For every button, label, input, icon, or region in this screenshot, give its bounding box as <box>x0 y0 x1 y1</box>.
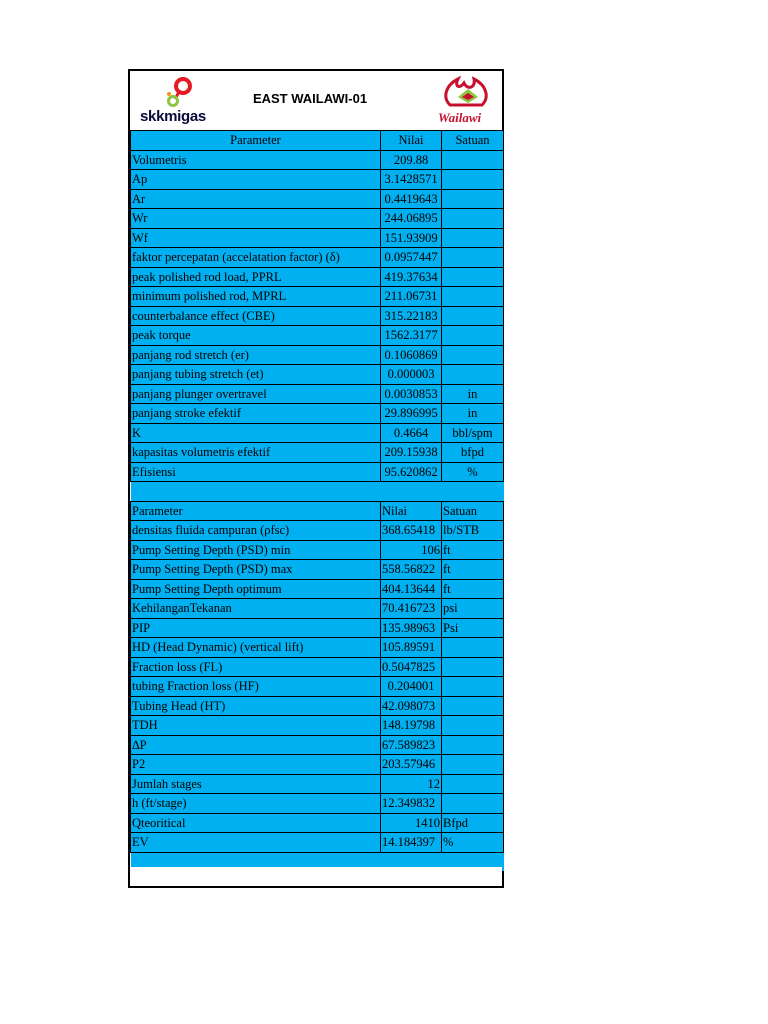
table-row <box>131 657 504 677</box>
satuan-cell[interactable] <box>442 287 504 307</box>
nilai-cell[interactable]: Nilai <box>381 501 442 521</box>
spreadsheet-sheet <box>128 69 504 888</box>
nilai-cell[interactable]: Nilai <box>381 131 442 151</box>
parameter-cell[interactable]: Pump Setting Depth (PSD) max <box>131 560 381 580</box>
nilai-cell[interactable]: 106 <box>381 540 442 560</box>
skkmigas-logo-text: skkmigas <box>140 108 206 125</box>
parameter-cell[interactable]: tubing Fraction loss (HF) <box>131 677 381 697</box>
table-row <box>131 696 504 716</box>
table-row <box>131 443 504 463</box>
parameter-cell[interactable]: Ap <box>131 170 381 190</box>
satuan-cell[interactable] <box>442 345 504 365</box>
empty-cell[interactable] <box>131 482 381 502</box>
table1-header-row <box>131 131 504 151</box>
table-row <box>131 560 504 580</box>
satuan-cell[interactable] <box>442 150 504 170</box>
data-table <box>130 130 504 872</box>
nilai-cell[interactable]: 315.22183 <box>381 306 442 326</box>
parameter-cell[interactable]: panjang stroke efektif <box>131 404 381 424</box>
nilai-cell[interactable]: 0.0030853 <box>381 384 442 404</box>
table-row <box>131 774 504 794</box>
satuan-cell[interactable]: Bfpd <box>442 813 504 833</box>
nilai-cell[interactable]: 42.098073 <box>381 696 442 716</box>
nilai-cell[interactable]: 209.88 <box>381 150 442 170</box>
satuan-cell[interactable] <box>442 170 504 190</box>
parameter-cell[interactable]: panjang rod stretch (er) <box>131 345 381 365</box>
empty-cell[interactable] <box>442 482 504 502</box>
nilai-cell[interactable]: 148.19798 <box>381 716 442 736</box>
parameter-cell[interactable]: Pump Setting Depth optimum <box>131 579 381 599</box>
satuan-cell[interactable] <box>442 794 504 814</box>
parameter-cell[interactable]: Volumetris <box>131 150 381 170</box>
parameter-cell[interactable]: peak polished rod load, PPRL <box>131 267 381 287</box>
nilai-cell[interactable]: 135.98963 <box>381 618 442 638</box>
nilai-cell[interactable]: 105.89591 <box>381 638 442 658</box>
table-row <box>131 462 504 482</box>
parameter-cell[interactable]: Tubing Head (HT) <box>131 696 381 716</box>
table-row <box>131 638 504 658</box>
parameter-cell[interactable]: Efisiensi <box>131 462 381 482</box>
parameter-cell[interactable]: minimum polished rod, MPRL <box>131 287 381 307</box>
table-row <box>131 833 504 853</box>
nilai-cell[interactable]: 0.000003 <box>381 365 442 385</box>
satuan-cell[interactable]: Satuan <box>442 131 504 151</box>
nilai-cell[interactable]: 244.06895 <box>381 209 442 229</box>
parameter-cell[interactable]: panjang plunger overtravel <box>131 384 381 404</box>
blank-row <box>131 482 504 502</box>
satuan-cell[interactable] <box>442 189 504 209</box>
table-row <box>131 306 504 326</box>
nilai-cell[interactable]: 14.184397 <box>381 833 442 853</box>
table-row <box>131 404 504 424</box>
nilai-cell[interactable]: 95.620862 <box>381 462 442 482</box>
parameter-cell[interactable]: h (ft/stage) <box>131 794 381 814</box>
satuan-cell[interactable]: psi <box>442 599 504 619</box>
satuan-cell[interactable]: ft <box>442 560 504 580</box>
parameter-cell[interactable]: Qteoritical <box>131 813 381 833</box>
table-row <box>131 170 504 190</box>
parameter-cell[interactable]: P2 <box>131 755 381 775</box>
page-title: EAST WAILAWI-01 <box>252 91 368 106</box>
nilai-cell[interactable]: 209.15938 <box>381 443 442 463</box>
satuan-cell[interactable]: lb/STB <box>442 521 504 541</box>
parameter-cell[interactable]: peak torque <box>131 326 381 346</box>
parameter-cell[interactable]: TDH <box>131 716 381 736</box>
satuan-cell[interactable] <box>442 735 504 755</box>
table-row <box>131 189 504 209</box>
wailawi-flame-icon <box>440 75 494 111</box>
parameter-cell[interactable]: counterbalance effect (CBE) <box>131 306 381 326</box>
satuan-cell[interactable] <box>442 774 504 794</box>
wailawi-logo <box>434 75 500 127</box>
table-row <box>131 735 504 755</box>
table-row <box>131 540 504 560</box>
skkmigas-pin-icon <box>166 77 194 107</box>
satuan-cell[interactable]: ft <box>442 540 504 560</box>
nilai-cell[interactable]: 151.93909 <box>381 228 442 248</box>
table-row <box>131 794 504 814</box>
table-row <box>131 716 504 736</box>
parameter-cell[interactable]: Fraction loss (FL) <box>131 657 381 677</box>
nilai-cell[interactable]: 0.5047825 <box>381 657 442 677</box>
satuan-cell[interactable] <box>442 267 504 287</box>
table-row <box>131 579 504 599</box>
table-row <box>131 423 504 443</box>
nilai-cell[interactable]: 3.1428571 <box>381 170 442 190</box>
table-row <box>131 677 504 697</box>
parameter-cell[interactable]: ∆P <box>131 735 381 755</box>
satuan-cell[interactable]: Psi <box>442 618 504 638</box>
satuan-cell[interactable] <box>442 209 504 229</box>
nilai-cell[interactable]: 211.06731 <box>381 287 442 307</box>
satuan-cell[interactable]: in <box>442 384 504 404</box>
satuan-cell[interactable] <box>442 228 504 248</box>
table-row <box>131 345 504 365</box>
parameter-cell[interactable]: Wf <box>131 228 381 248</box>
empty-cell[interactable] <box>381 482 442 502</box>
table-row <box>131 365 504 385</box>
parameter-cell[interactable]: Parameter <box>131 501 381 521</box>
parameter-cell[interactable]: HD (Head Dynamic) (vertical lift) <box>131 638 381 658</box>
satuan-cell[interactable] <box>442 677 504 697</box>
parameter-cell[interactable]: kapasitas volumetris efektif <box>131 443 381 463</box>
table-row <box>131 209 504 229</box>
satuan-cell[interactable]: ft <box>442 579 504 599</box>
table-row <box>131 618 504 638</box>
skkmigas-logo <box>138 77 218 127</box>
parameter-cell[interactable]: panjang tubing stretch (et) <box>131 365 381 385</box>
table-row <box>131 599 504 619</box>
nilai-cell[interactable]: 1410 <box>381 813 442 833</box>
parameter-cell[interactable]: Wr <box>131 209 381 229</box>
nilai-cell[interactable]: 0.4419643 <box>381 189 442 209</box>
parameter-cell[interactable]: faktor percepatan (accelatation factor) (δ) <box>131 248 381 268</box>
nilai-cell[interactable]: 558.56822 <box>381 560 442 580</box>
table-row <box>131 813 504 833</box>
satuan-cell[interactable] <box>442 716 504 736</box>
table-row <box>131 150 504 170</box>
parameter-cell[interactable]: PIP <box>131 618 381 638</box>
nilai-cell[interactable]: 70.416723 <box>381 599 442 619</box>
satuan-cell[interactable] <box>442 657 504 677</box>
satuan-cell[interactable]: % <box>442 462 504 482</box>
parameter-cell[interactable]: EV <box>131 833 381 853</box>
nilai-cell[interactable]: 29.896995 <box>381 404 442 424</box>
table2-header-row <box>131 501 504 521</box>
satuan-cell[interactable]: in <box>442 404 504 424</box>
table-row <box>131 287 504 307</box>
parameter-cell[interactable]: densitas fluida campuran (ρfsc) <box>131 521 381 541</box>
satuan-cell[interactable] <box>442 755 504 775</box>
nilai-cell[interactable]: 419.37634 <box>381 267 442 287</box>
table-row <box>131 384 504 404</box>
nilai-cell[interactable]: 12 <box>381 774 442 794</box>
satuan-cell[interactable] <box>442 365 504 385</box>
satuan-cell[interactable] <box>442 638 504 658</box>
sheet-header <box>130 71 502 130</box>
table-row <box>131 521 504 541</box>
nilai-cell[interactable]: 0.0957447 <box>381 248 442 268</box>
satuan-cell[interactable]: bfpd <box>442 443 504 463</box>
table-row <box>131 326 504 346</box>
parameter-cell[interactable]: K <box>131 423 381 443</box>
satuan-cell[interactable] <box>442 248 504 268</box>
table-row <box>131 228 504 248</box>
nilai-cell[interactable]: 368.65418 <box>381 521 442 541</box>
table-row <box>131 248 504 268</box>
nilai-cell[interactable]: 67.589823 <box>381 735 442 755</box>
wailawi-logo-text: Wailawi <box>438 110 482 125</box>
satuan-cell[interactable] <box>442 696 504 716</box>
nilai-cell[interactable]: 0.4664 <box>381 423 442 443</box>
table-row <box>131 267 504 287</box>
nilai-cell[interactable]: 203.57946 <box>381 755 442 775</box>
nilai-cell[interactable]: 0.1060869 <box>381 345 442 365</box>
parameter-cell[interactable]: KehilanganTekanan <box>131 599 381 619</box>
satuan-cell[interactable] <box>442 326 504 346</box>
parameter-cell[interactable]: Jumlah stages <box>131 774 381 794</box>
table-row <box>131 755 504 775</box>
nilai-cell[interactable]: 404.13644 <box>381 579 442 599</box>
satuan-cell[interactable]: % <box>442 833 504 853</box>
nilai-cell[interactable]: 1562.3177 <box>381 326 442 346</box>
nilai-cell[interactable]: 12.349832 <box>381 794 442 814</box>
satuan-cell[interactable] <box>442 306 504 326</box>
satuan-cell[interactable]: Satuan <box>442 501 504 521</box>
parameter-cell[interactable]: Ar <box>131 189 381 209</box>
satuan-cell[interactable]: bbl/spm <box>442 423 504 443</box>
nilai-cell[interactable]: 0.204001 <box>381 677 442 697</box>
sheet-footer <box>130 867 502 886</box>
parameter-cell[interactable]: Parameter <box>131 131 381 151</box>
parameter-cell[interactable]: Pump Setting Depth (PSD) min <box>131 540 381 560</box>
